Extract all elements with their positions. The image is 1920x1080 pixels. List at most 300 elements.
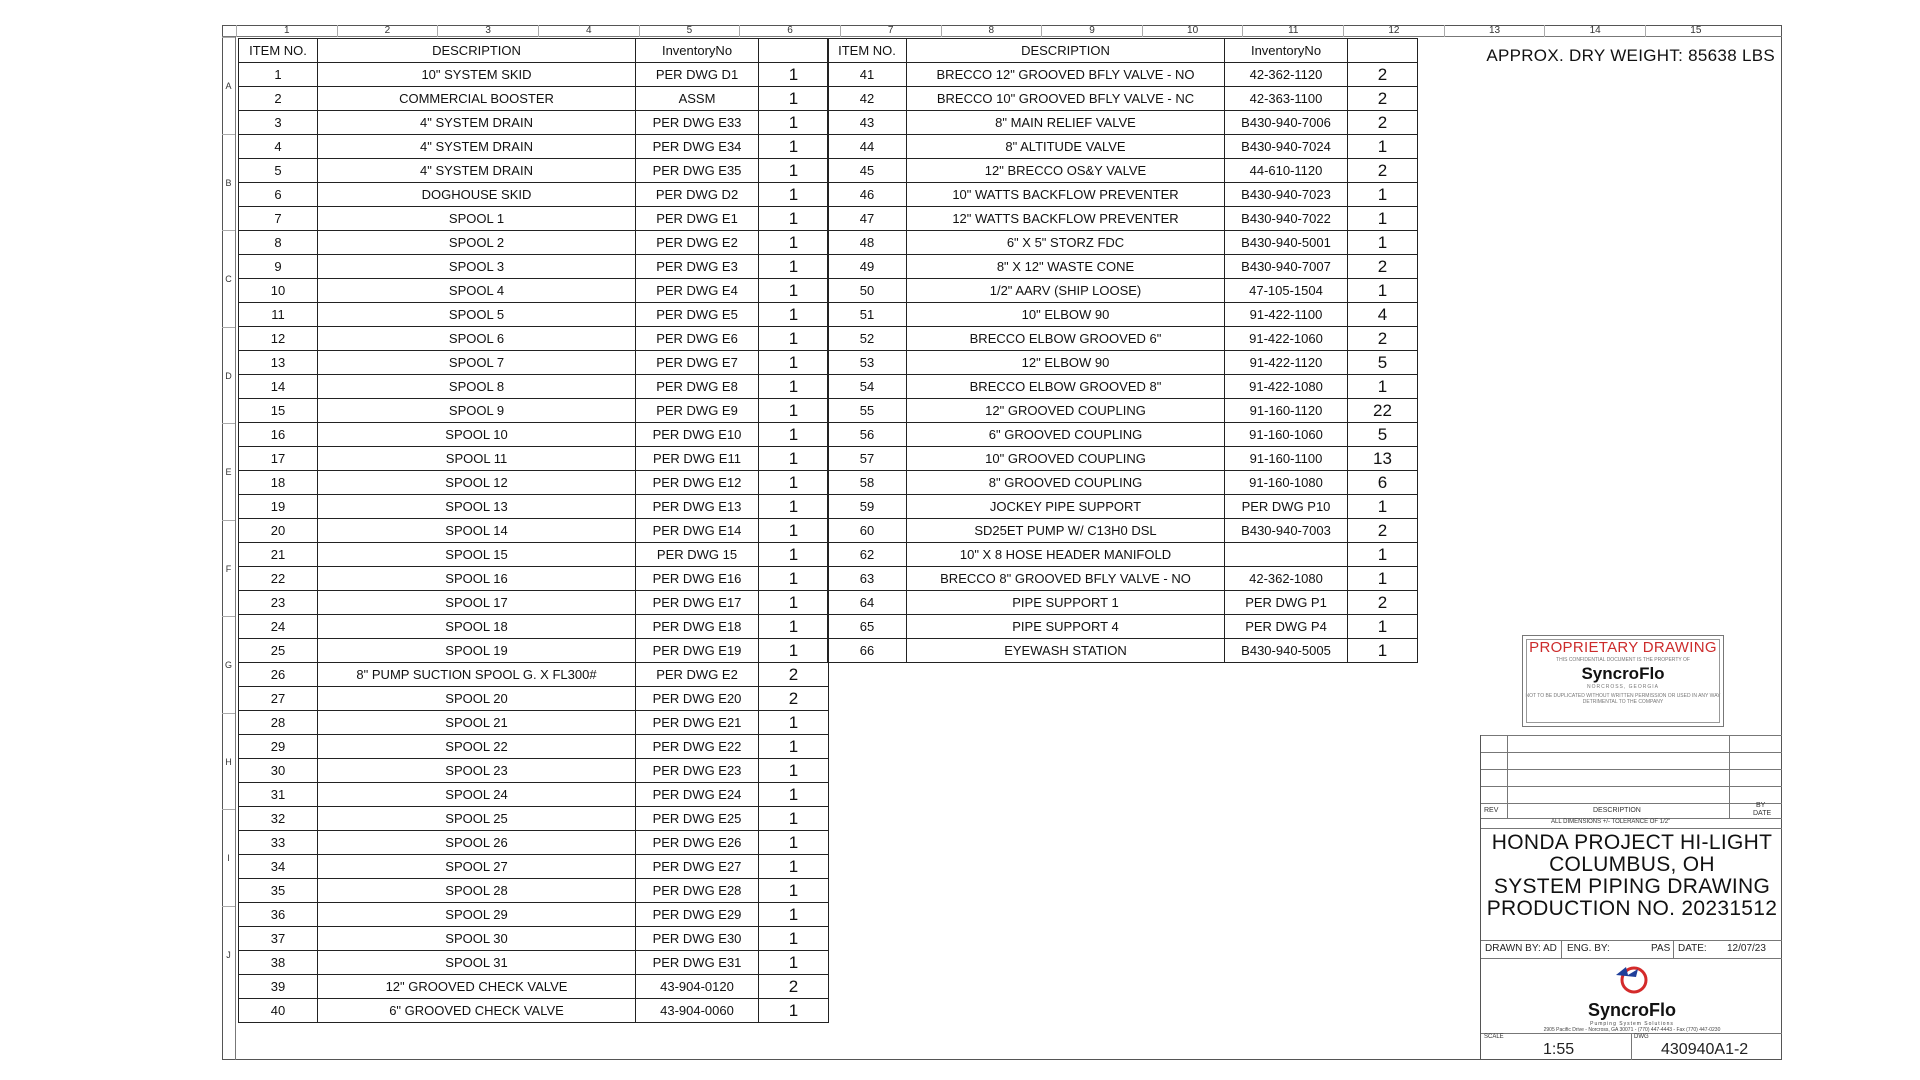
quantity-cell: 1 — [759, 423, 829, 447]
inventory-number-cell: B430-940-7007 — [1225, 255, 1348, 279]
stamp-note-top: THIS CONFIDENTIAL DOCUMENT IS THE PROPERTY OF — [1556, 657, 1690, 663]
quantity-cell: 1 — [759, 615, 829, 639]
description-label: DESCRIPTION — [1593, 807, 1641, 814]
column-ruler-label: 13 — [1444, 25, 1545, 37]
row-ruler-label: D — [222, 327, 235, 424]
item-number-cell: 13 — [239, 351, 318, 375]
quantity-cell: 13 — [1348, 447, 1418, 471]
logo-tagline: Pumping System Solutions — [1590, 1021, 1674, 1027]
description-cell: SPOOL 24 — [318, 783, 636, 807]
item-number-cell: 6 — [239, 183, 318, 207]
inventory-number-cell: 91-422-1060 — [1225, 327, 1348, 351]
bom-row — [828, 447, 1418, 471]
item-number-cell: 8 — [239, 231, 318, 255]
inventory-number-cell: PER DWG E4 — [636, 279, 759, 303]
inventory-number-cell: PER DWG P4 — [1225, 615, 1348, 639]
description-cell: BRECCO 8" GROOVED BFLY VALVE - NO — [907, 567, 1225, 591]
dwg-label: DWG — [1634, 1034, 1649, 1040]
inventory-number-cell: PER DWG E8 — [636, 375, 759, 399]
bom-row — [239, 975, 829, 999]
item-number-cell: 27 — [239, 687, 318, 711]
bom-row — [239, 519, 829, 543]
description-cell: 12" GROOVED COUPLING — [907, 399, 1225, 423]
bom-row — [828, 639, 1418, 663]
item-number-cell: 11 — [239, 303, 318, 327]
bom-row — [239, 855, 829, 879]
description-cell: SPOOL 23 — [318, 759, 636, 783]
stamp-company-logo: SyncroFlo — [1581, 664, 1665, 683]
item-number-cell: 2 — [239, 87, 318, 111]
quantity-cell: 1 — [759, 591, 829, 615]
bom-row — [239, 423, 829, 447]
quantity-cell: 1 — [1348, 567, 1418, 591]
item-number-cell: 37 — [239, 927, 318, 951]
quantity-cell: 1 — [1348, 183, 1418, 207]
item-number-cell: 21 — [239, 543, 318, 567]
quantity-cell: 1 — [1348, 495, 1418, 519]
description-cell: SPOOL 30 — [318, 927, 636, 951]
quantity-cell: 1 — [1348, 279, 1418, 303]
inventory-number-cell: PER DWG E26 — [636, 831, 759, 855]
bom-row — [828, 615, 1418, 639]
stamp-inner-border — [1526, 639, 1720, 723]
bom-row — [239, 87, 829, 111]
quantity-cell: 1 — [759, 87, 829, 111]
column-ruler-label: 11 — [1242, 25, 1343, 37]
quantity-cell: 1 — [759, 783, 829, 807]
inventory-number-cell: 42-362-1080 — [1225, 567, 1348, 591]
date-label: DATE — [1753, 810, 1772, 817]
item-number-cell: 66 — [828, 639, 907, 663]
inventory-number-cell: PER DWG E31 — [636, 951, 759, 975]
quantity-cell: 5 — [1348, 423, 1418, 447]
description-cell: BRECCO ELBOW GROOVED 8" — [907, 375, 1225, 399]
drawing-scale: 1:55 — [1543, 1041, 1575, 1058]
quantity-cell: 1 — [759, 111, 829, 135]
bom-row — [828, 375, 1418, 399]
bom-row — [828, 255, 1418, 279]
logo-address: 2905 Pacific Drive - Norcross, GA 30071 - (770) 447-4443 - Fax (770) 447-0230 — [1543, 1027, 1721, 1033]
inventory-number-cell: B430-940-7022 — [1225, 207, 1348, 231]
description-cell: SPOOL 10 — [318, 423, 636, 447]
eng-by-value: PAS — [1651, 943, 1671, 954]
quantity-cell: 1 — [759, 255, 829, 279]
bom-header-cell: ITEM NO. — [239, 39, 318, 63]
inventory-number-cell: 91-422-1080 — [1225, 375, 1348, 399]
inventory-number-cell: PER DWG D1 — [636, 63, 759, 87]
quantity-cell: 1 — [759, 471, 829, 495]
inventory-number-cell: 42-363-1100 — [1225, 87, 1348, 111]
description-cell: COMMERCIAL BOOSTER — [318, 87, 636, 111]
quantity-cell: 2 — [1348, 591, 1418, 615]
item-number-cell: 60 — [828, 519, 907, 543]
inventory-number-cell: B430-940-7024 — [1225, 135, 1348, 159]
bom-row — [828, 591, 1418, 615]
row-ruler-label: B — [222, 134, 235, 231]
scale-label: SCALE — [1484, 1034, 1504, 1040]
inventory-number-cell: 91-160-1080 — [1225, 471, 1348, 495]
inventory-number-cell: PER DWG E12 — [636, 471, 759, 495]
drawn-by: DRAWN BY: AD — [1485, 943, 1557, 954]
bom-row — [239, 783, 829, 807]
item-number-cell: 65 — [828, 615, 907, 639]
quantity-cell: 1 — [759, 327, 829, 351]
quantity-cell: 1 — [759, 735, 829, 759]
bom-row — [239, 495, 829, 519]
bom-row — [239, 375, 829, 399]
quantity-cell: 1 — [759, 231, 829, 255]
description-cell: SPOOL 16 — [318, 567, 636, 591]
item-number-cell: 57 — [828, 447, 907, 471]
quantity-cell: 1 — [759, 951, 829, 975]
quantity-cell: 1 — [759, 159, 829, 183]
bom-row — [239, 927, 829, 951]
tolerance-note: ALL DIMENSIONS +/- TOLERANCE OF 1/2" — [1551, 819, 1671, 825]
description-cell: 10" GROOVED COUPLING — [907, 447, 1225, 471]
inventory-number-cell: PER DWG E34 — [636, 135, 759, 159]
row-ruler-label: F — [222, 520, 235, 617]
quantity-cell: 1 — [1348, 615, 1418, 639]
inventory-number-cell: 47-105-1504 — [1225, 279, 1348, 303]
item-number-cell: 7 — [239, 207, 318, 231]
inventory-number-cell: PER DWG E30 — [636, 927, 759, 951]
quantity-cell: 2 — [1348, 327, 1418, 351]
item-number-cell: 47 — [828, 207, 907, 231]
quantity-cell: 4 — [1348, 303, 1418, 327]
description-cell: SPOOL 8 — [318, 375, 636, 399]
description-cell: 12" ELBOW 90 — [907, 351, 1225, 375]
bom-row — [239, 327, 829, 351]
inventory-number-cell: 91-422-1120 — [1225, 351, 1348, 375]
bom-row — [828, 471, 1418, 495]
eng-by-label: ENG. BY: — [1567, 943, 1610, 954]
bom-header-cell — [759, 39, 829, 63]
bom-row — [239, 111, 829, 135]
inventory-number-cell: 44-610-1120 — [1225, 159, 1348, 183]
inventory-number-cell: PER DWG E20 — [636, 687, 759, 711]
item-number-cell: 53 — [828, 351, 907, 375]
inventory-number-cell: PER DWG E33 — [636, 111, 759, 135]
inventory-number-cell: PER DWG E17 — [636, 591, 759, 615]
inventory-number-cell: PER DWG E11 — [636, 447, 759, 471]
inventory-number-cell: B430-940-5001 — [1225, 231, 1348, 255]
quantity-cell: 22 — [1348, 399, 1418, 423]
bom-row — [828, 231, 1418, 255]
inventory-number-cell: B430-940-7003 — [1225, 519, 1348, 543]
column-ruler-label: 2 — [337, 25, 438, 37]
inventory-number-cell: PER DWG E35 — [636, 159, 759, 183]
bom-left-header-row — [239, 39, 829, 63]
inventory-number-cell: 91-422-1100 — [1225, 303, 1348, 327]
quantity-cell: 1 — [759, 63, 829, 87]
inventory-number-cell: PER DWG E23 — [636, 759, 759, 783]
description-cell: SPOOL 29 — [318, 903, 636, 927]
inventory-number-cell: B430-940-7006 — [1225, 111, 1348, 135]
bom-row — [239, 903, 829, 927]
bom-header-cell: InventoryNo — [636, 39, 759, 63]
description-cell: SPOOL 7 — [318, 351, 636, 375]
row-ruler-label: A — [222, 37, 235, 134]
description-cell: SPOOL 28 — [318, 879, 636, 903]
bom-row — [239, 135, 829, 159]
inventory-number-cell — [1225, 543, 1348, 567]
column-ruler-label: 5 — [639, 25, 740, 37]
description-cell: 6" GROOVED COUPLING — [907, 423, 1225, 447]
bom-row — [239, 183, 829, 207]
item-number-cell: 19 — [239, 495, 318, 519]
item-number-cell: 50 — [828, 279, 907, 303]
item-number-cell: 64 — [828, 591, 907, 615]
bom-header-cell: DESCRIPTION — [318, 39, 636, 63]
bom-row — [239, 711, 829, 735]
description-cell: 12" BRECCO OS&Y VALVE — [907, 159, 1225, 183]
bom-row — [828, 279, 1418, 303]
inventory-number-cell: PER DWG E7 — [636, 351, 759, 375]
date-value: 12/07/23 — [1727, 943, 1766, 954]
bom-header-cell: DESCRIPTION — [907, 39, 1225, 63]
quantity-cell: 1 — [759, 543, 829, 567]
item-number-cell: 45 — [828, 159, 907, 183]
bom-row — [239, 351, 829, 375]
column-ruler-label: 4 — [538, 25, 639, 37]
description-cell: SPOOL 6 — [318, 327, 636, 351]
description-cell: PIPE SUPPORT 4 — [907, 615, 1225, 639]
inventory-number-cell: PER DWG E28 — [636, 879, 759, 903]
inventory-number-cell: ASSM — [636, 87, 759, 111]
quantity-cell: 1 — [1348, 639, 1418, 663]
quantity-cell: 1 — [759, 759, 829, 783]
quantity-cell: 1 — [1348, 207, 1418, 231]
description-cell: SD25ET PUMP W/ C13H0 DSL — [907, 519, 1225, 543]
bom-row — [239, 735, 829, 759]
inventory-number-cell: PER DWG E5 — [636, 303, 759, 327]
bom-row — [239, 999, 829, 1023]
bom-row — [828, 351, 1418, 375]
date-field-label: DATE: — [1678, 943, 1707, 954]
column-ruler-label: 10 — [1142, 25, 1243, 37]
inventory-number-cell: PER DWG E10 — [636, 423, 759, 447]
bom-table-right — [827, 38, 1418, 663]
description-cell: SPOOL 5 — [318, 303, 636, 327]
bom-row — [239, 591, 829, 615]
item-number-cell: 1 — [239, 63, 318, 87]
quantity-cell: 1 — [759, 999, 829, 1023]
inventory-number-cell: PER DWG E22 — [636, 735, 759, 759]
inventory-number-cell: PER DWG 15 — [636, 543, 759, 567]
bom-row — [239, 399, 829, 423]
bom-row — [239, 447, 829, 471]
inventory-number-cell: 91-160-1120 — [1225, 399, 1348, 423]
description-cell: 10" ELBOW 90 — [907, 303, 1225, 327]
project-title-line-3: SYSTEM PIPING DRAWING — [1493, 875, 1771, 898]
description-cell: DOGHOUSE SKID — [318, 183, 636, 207]
drawing-number: 430940A1-2 — [1661, 1041, 1749, 1058]
item-number-cell: 33 — [239, 831, 318, 855]
item-number-cell: 25 — [239, 639, 318, 663]
bom-row — [828, 135, 1418, 159]
column-ruler-label: 8 — [941, 25, 1042, 37]
item-number-cell: 51 — [828, 303, 907, 327]
item-number-cell: 20 — [239, 519, 318, 543]
quantity-cell: 1 — [759, 207, 829, 231]
item-number-cell: 63 — [828, 567, 907, 591]
description-cell: 8" PUMP SUCTION SPOOL G. X FL300# — [318, 663, 636, 687]
bom-row — [239, 615, 829, 639]
quantity-cell: 1 — [759, 927, 829, 951]
row-ruler-label: I — [222, 809, 235, 906]
inventory-number-cell: PER DWG P1 — [1225, 591, 1348, 615]
item-number-cell: 10 — [239, 279, 318, 303]
inventory-number-cell: PER DWG E27 — [636, 855, 759, 879]
proprietary-stamp — [1522, 635, 1724, 727]
quantity-cell: 1 — [759, 183, 829, 207]
bom-row — [239, 951, 829, 975]
quantity-cell: 2 — [1348, 111, 1418, 135]
description-cell: SPOOL 31 — [318, 951, 636, 975]
item-number-cell: 55 — [828, 399, 907, 423]
description-cell: 10" WATTS BACKFLOW PREVENTER — [907, 183, 1225, 207]
quantity-cell: 1 — [759, 279, 829, 303]
bom-row — [828, 495, 1418, 519]
item-number-cell: 62 — [828, 543, 907, 567]
description-cell: SPOOL 14 — [318, 519, 636, 543]
item-number-cell: 4 — [239, 135, 318, 159]
quantity-cell: 2 — [759, 687, 829, 711]
item-number-cell: 52 — [828, 327, 907, 351]
quantity-cell: 1 — [759, 303, 829, 327]
description-cell: SPOOL 1 — [318, 207, 636, 231]
column-ruler-label: 9 — [1041, 25, 1142, 37]
stamp-title: PROPRIETARY DRAWING — [1529, 639, 1717, 656]
dry-weight-note: APPROX. DRY WEIGHT: 85638 LBS — [1486, 46, 1775, 65]
project-title-line-1: HONDA PROJECT HI-LIGHT — [1491, 831, 1773, 854]
bom-row — [239, 807, 829, 831]
inventory-number-cell: 91-160-1100 — [1225, 447, 1348, 471]
inventory-number-cell: PER DWG E29 — [636, 903, 759, 927]
inventory-number-cell: PER DWG D2 — [636, 183, 759, 207]
bom-row — [828, 327, 1418, 351]
bom-right-header-row — [828, 39, 1418, 63]
quantity-cell: 2 — [1348, 159, 1418, 183]
column-ruler-label: 14 — [1544, 25, 1645, 37]
description-cell: SPOOL 18 — [318, 615, 636, 639]
description-cell: SPOOL 17 — [318, 591, 636, 615]
bom-row — [239, 231, 829, 255]
quantity-cell: 1 — [759, 567, 829, 591]
bom-row — [239, 543, 829, 567]
item-number-cell: 14 — [239, 375, 318, 399]
description-cell: 8" GROOVED COUPLING — [907, 471, 1225, 495]
description-cell: 6" GROOVED CHECK VALVE — [318, 999, 636, 1023]
item-number-cell: 36 — [239, 903, 318, 927]
item-number-cell: 38 — [239, 951, 318, 975]
bom-row — [239, 663, 829, 687]
quantity-cell: 1 — [759, 711, 829, 735]
column-ruler-label: 3 — [437, 25, 538, 37]
quantity-cell: 1 — [759, 831, 829, 855]
quantity-cell: 1 — [759, 903, 829, 927]
bom-row — [828, 423, 1418, 447]
description-cell: SPOOL 22 — [318, 735, 636, 759]
quantity-cell: 1 — [1348, 231, 1418, 255]
quantity-cell: 1 — [759, 351, 829, 375]
item-number-cell: 59 — [828, 495, 907, 519]
row-ruler — [222, 37, 236, 1060]
quantity-cell: 5 — [1348, 351, 1418, 375]
bom-row — [828, 111, 1418, 135]
bom-row — [239, 159, 829, 183]
quantity-cell: 6 — [1348, 471, 1418, 495]
quantity-cell: 1 — [759, 399, 829, 423]
bom-row — [239, 279, 829, 303]
description-cell: 6" X 5" STORZ FDC — [907, 231, 1225, 255]
description-cell: 10" X 8 HOSE HEADER MANIFOLD — [907, 543, 1225, 567]
item-number-cell: 15 — [239, 399, 318, 423]
quantity-cell: 1 — [759, 639, 829, 663]
inventory-number-cell: PER DWG E19 — [636, 639, 759, 663]
bom-header-cell — [1348, 39, 1418, 63]
inventory-number-cell: 43-904-0120 — [636, 975, 759, 999]
inventory-number-cell: B430-940-7023 — [1225, 183, 1348, 207]
description-cell: BRECCO ELBOW GROOVED 6" — [907, 327, 1225, 351]
item-number-cell: 22 — [239, 567, 318, 591]
quantity-cell: 1 — [759, 807, 829, 831]
item-number-cell: 49 — [828, 255, 907, 279]
inventory-number-cell: PER DWG P10 — [1225, 495, 1348, 519]
project-title-line-4: PRODUCTION NO. 20231512 — [1486, 897, 1778, 920]
bom-row — [239, 879, 829, 903]
bom-header-cell: ITEM NO. — [828, 39, 907, 63]
inventory-number-cell: PER DWG E9 — [636, 399, 759, 423]
description-cell: 1/2" AARV (SHIP LOOSE) — [907, 279, 1225, 303]
item-number-cell: 40 — [239, 999, 318, 1023]
column-ruler-label: 15 — [1645, 25, 1746, 37]
description-cell: SPOOL 15 — [318, 543, 636, 567]
description-cell: SPOOL 13 — [318, 495, 636, 519]
bom-row — [828, 87, 1418, 111]
stamp-location: NORCROSS, GEORGIA — [1586, 684, 1659, 690]
bom-row — [828, 159, 1418, 183]
row-ruler-label: J — [222, 906, 235, 1003]
item-number-cell: 44 — [828, 135, 907, 159]
syncroflo-logo-icon — [1612, 961, 1652, 995]
description-cell: 8" MAIN RELIEF VALVE — [907, 111, 1225, 135]
column-ruler-label: 1 — [236, 25, 337, 37]
syncroflo-logo — [1481, 961, 1783, 1033]
bom-row — [828, 183, 1418, 207]
quantity-cell: 2 — [1348, 255, 1418, 279]
inventory-number-cell: 42-362-1120 — [1225, 63, 1348, 87]
item-number-cell: 29 — [239, 735, 318, 759]
bom-header-cell: InventoryNo — [1225, 39, 1348, 63]
item-number-cell: 39 — [239, 975, 318, 999]
quantity-cell: 1 — [1348, 543, 1418, 567]
description-cell: SPOOL 21 — [318, 711, 636, 735]
inventory-number-cell: PER DWG E25 — [636, 807, 759, 831]
quantity-cell: 1 — [1348, 375, 1418, 399]
bom-table-left — [238, 38, 829, 1023]
title-block — [1480, 735, 1782, 1060]
inventory-number-cell: PER DWG E18 — [636, 615, 759, 639]
item-number-cell: 16 — [239, 423, 318, 447]
bom-row — [828, 63, 1418, 87]
quantity-cell: 2 — [1348, 63, 1418, 87]
description-cell: SPOOL 26 — [318, 831, 636, 855]
bom-row — [828, 303, 1418, 327]
column-ruler-label: 12 — [1343, 25, 1444, 37]
description-cell: SPOOL 12 — [318, 471, 636, 495]
column-ruler — [222, 25, 1782, 37]
